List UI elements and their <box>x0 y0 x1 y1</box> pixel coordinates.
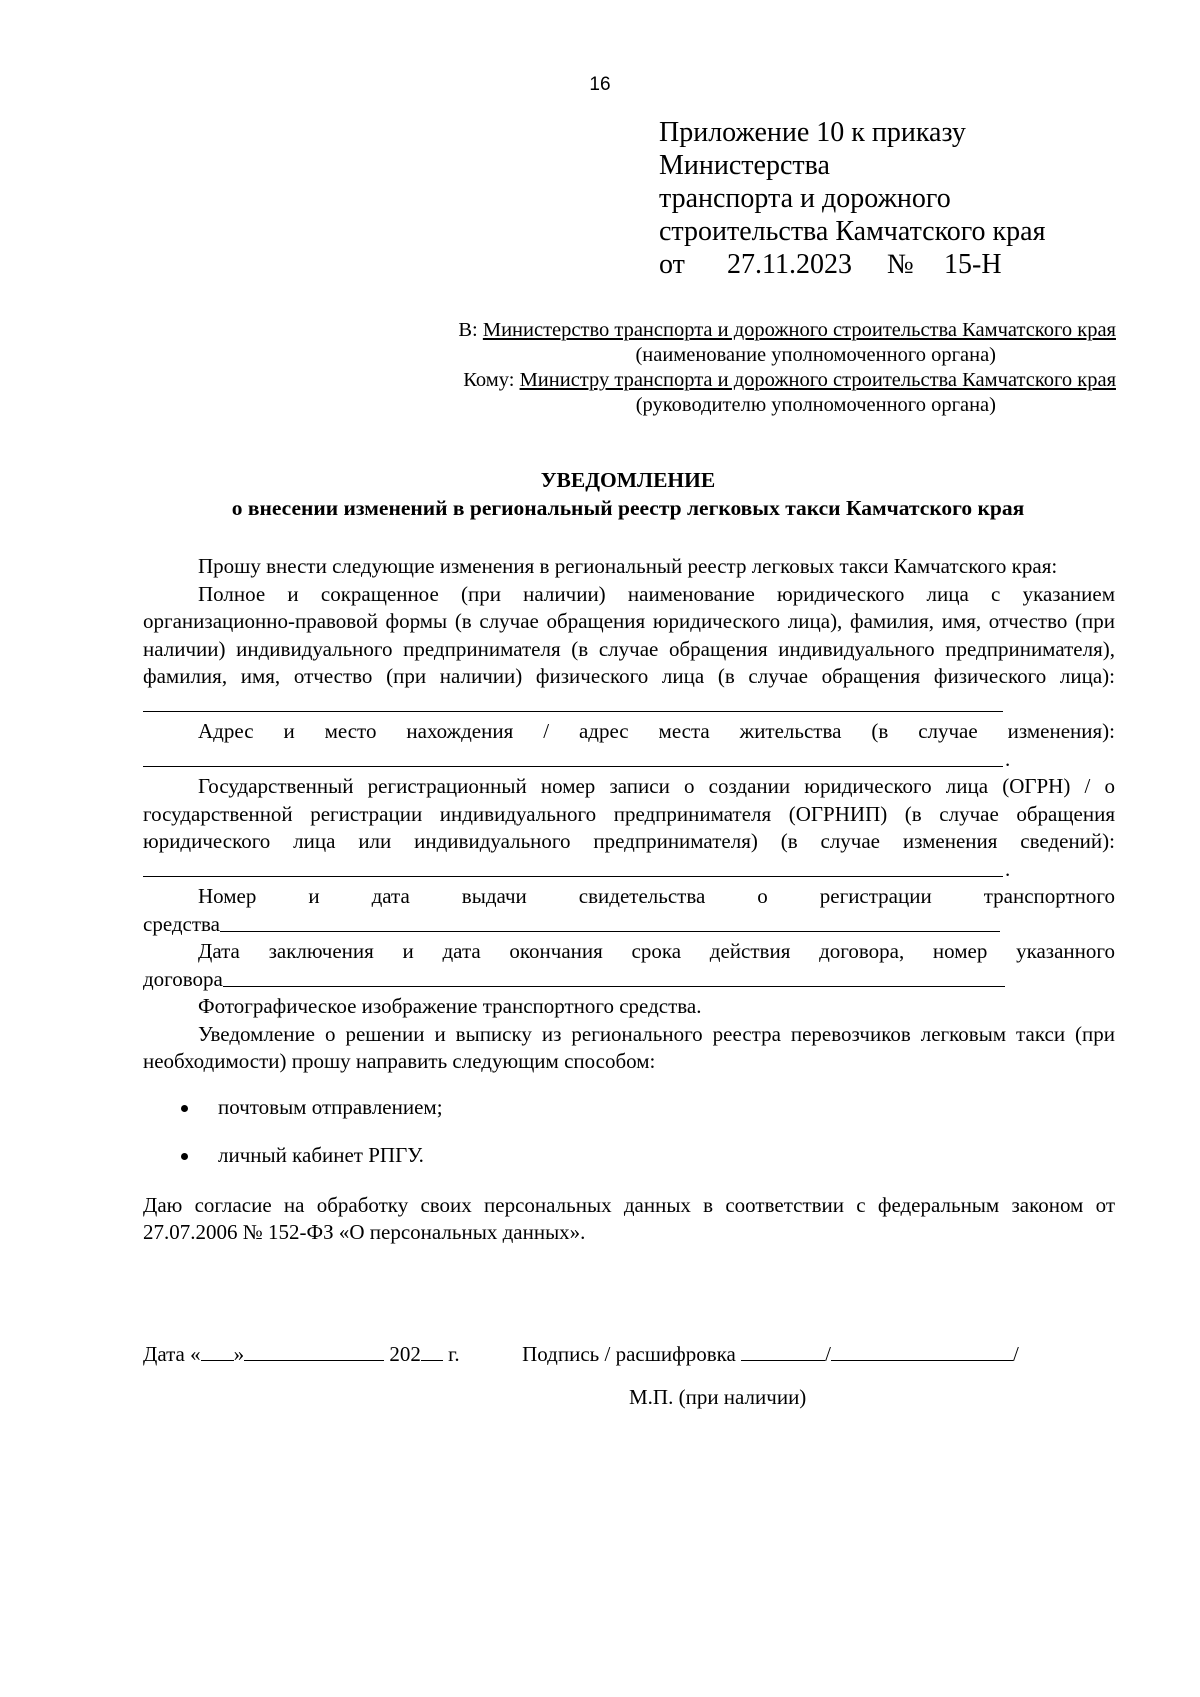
recipient-person-value: Министру транспорта и дорожного строительства Камчатского края <box>519 369 1116 391</box>
slash: / <box>1012 1342 1019 1366</box>
order-number-sign: № <box>887 249 914 280</box>
document-title <box>140 466 1116 522</box>
year-prefix: 202 <box>389 1342 421 1366</box>
period: . <box>1005 856 1011 881</box>
bullet-icon <box>181 1105 188 1112</box>
signature-label: Подпись / расшифровка <box>522 1342 736 1366</box>
order-date-prefix: от <box>659 249 685 280</box>
certificate-label: средства <box>143 911 221 936</box>
blank-line <box>143 711 1003 712</box>
recipient-value: Министерство транспорта и дорожного строительства Камчатского края <box>482 319 1116 341</box>
paragraph-address: Адрес и место нахождения / адрес места жительства (в случае изменения): <box>198 719 1115 743</box>
addressee-block <box>140 318 1116 418</box>
paragraph-applicant-name: Полное и сокращенное (при наличии) наименование юридического лица с указанием организационно-правовой формы (в случае обращения юридического лица), фамилия, имя, отчество (при наличии) индивидуального предпринимателя (в случае обращения индивидуального предпринимателя), фамилия, имя, отчество (при наличии) физического лица (в случае обращения физического лица): <box>143 581 1115 688</box>
recipient-person-label: Кому: <box>463 369 515 391</box>
address-field[interactable] <box>143 746 1115 774</box>
approval-block <box>659 116 1045 281</box>
month-field[interactable] <box>244 1340 384 1361</box>
delivery-options <box>143 1094 1115 1190</box>
title-sub: о внесении изменений в региональный реестр легковых такси Камчатского края <box>231 496 1025 520</box>
recipient-label: В: <box>458 319 478 341</box>
order-details <box>659 248 1045 281</box>
signature-field[interactable] <box>741 1340 825 1361</box>
recipient-person <box>140 368 1116 393</box>
approval-line-3: транспорта и дорожного <box>659 183 951 214</box>
certificate-field[interactable] <box>143 911 1115 939</box>
delivery-option-label: почтовым отправлением; <box>218 1094 443 1119</box>
order-date: 27.11.2023 <box>727 249 852 280</box>
approval-line-2: Министерства <box>659 150 830 181</box>
blank-line <box>143 876 1003 877</box>
paragraph-consent: Даю согласие на обработку своих персональных данных в соответствии с федеральным законом от 27.07.2006 № 152-ФЗ «О персональных данных». <box>143 1192 1115 1244</box>
blank-line <box>143 766 1003 767</box>
blank-line <box>223 966 1005 987</box>
signature-decoding-field[interactable] <box>831 1340 1013 1361</box>
page-number: 16 <box>589 74 611 95</box>
day-field[interactable] <box>201 1340 234 1361</box>
date-close: » <box>233 1342 245 1366</box>
paragraph-delivery: Уведомление о решении и выписку из регионального реестра перевозчиков легковым такси (при необходимости) прошу направить следующим способом: <box>143 1021 1115 1073</box>
order-number: 15-Н <box>944 249 1002 280</box>
year-field[interactable] <box>421 1340 443 1361</box>
recipient-person-note: (руководителю уполномоченного органа) <box>635 394 996 416</box>
contract-field[interactable] <box>143 966 1115 994</box>
document-body <box>143 553 1115 1247</box>
paragraph-request: Прошу внести следующие изменения в региональный реестр легковых такси Камчатского края: <box>198 554 1058 578</box>
paragraph-certificate: Номер и дата выдачи свидетельства о регистрации транспортного <box>198 884 1115 908</box>
title-main: УВЕДОМЛЕНИЕ <box>540 468 716 492</box>
delivery-option-portal[interactable] <box>143 1142 1115 1190</box>
signature-line <box>143 1340 1123 1368</box>
recipient-organization <box>140 318 1116 343</box>
date-label: Дата « <box>143 1342 201 1366</box>
approval-line-1: Приложение 10 к приказу <box>659 117 966 148</box>
stamp-note: М.П. (при наличии) <box>629 1385 807 1409</box>
period: . <box>1005 746 1011 771</box>
paragraph-ogrn: Государственный регистрационный номер записи о создании юридического лица (ОГРН) / о государственной регистрации индивидуального предпринимателя (ОГРНИП) (в случае обращения юридического лица или индивидуального предпринимателя) (в случае изменения сведений): <box>143 774 1115 853</box>
paragraph-photo: Фотографическое изображение транспортного средства. <box>198 994 702 1018</box>
delivery-option-label: личный кабинет РПГУ. <box>218 1142 424 1167</box>
applicant-name-field[interactable] <box>143 691 1115 719</box>
ogrn-field[interactable] <box>143 856 1115 884</box>
contract-label: договора <box>143 966 223 991</box>
delivery-option-mail[interactable] <box>143 1094 1115 1142</box>
approval-line-4: строительства Камчатского края <box>659 216 1046 247</box>
recipient-note: (наименование уполномоченного органа) <box>635 344 996 366</box>
year-suffix: г. <box>448 1342 460 1366</box>
paragraph-contract: Дата заключения и дата окончания срока действия договора, номер указанного <box>198 939 1115 963</box>
slash: / <box>825 1342 831 1366</box>
bullet-icon <box>181 1153 188 1160</box>
blank-line <box>220 911 1000 932</box>
